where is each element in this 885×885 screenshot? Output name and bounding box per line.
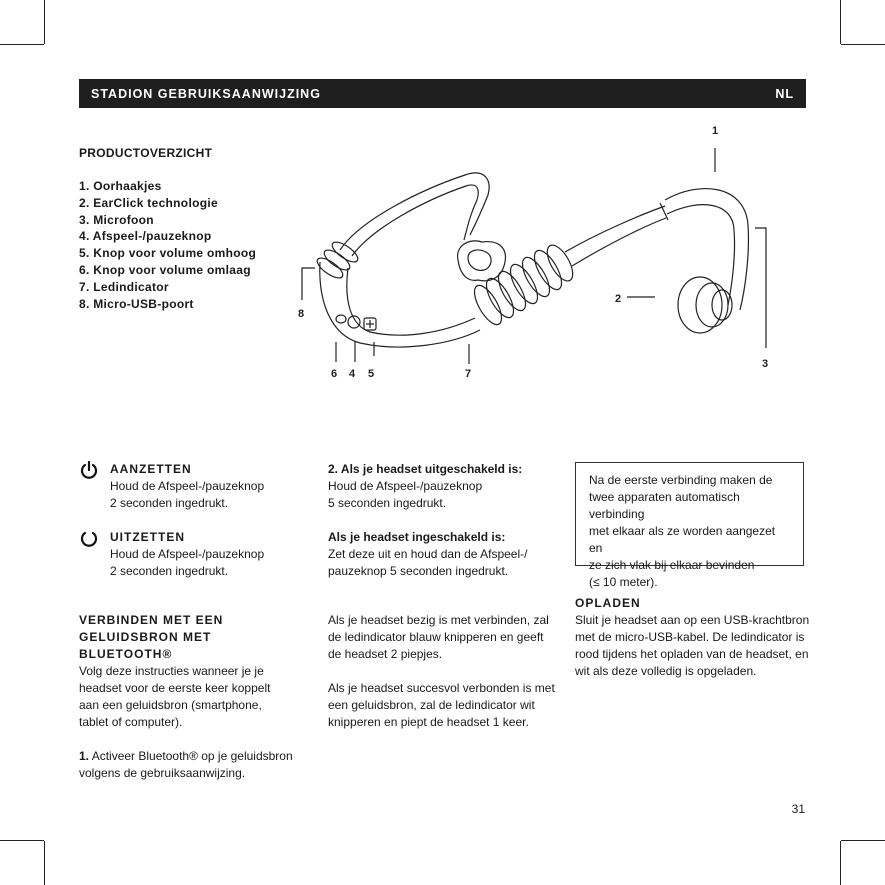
power-on-section: [110, 461, 264, 512]
callout-8: 8: [298, 308, 305, 320]
list-item: 2. EarClick technologie: [79, 195, 218, 210]
callout-2: 2: [615, 293, 622, 305]
connect-heading-line3: BLUETOOTH®: [79, 647, 173, 661]
right-earbud: [678, 277, 732, 333]
left-earbud: [458, 241, 506, 281]
list-item: 8. Micro-USB-poort: [79, 296, 194, 311]
step1-text: Activeer Bluetooth® op je geluidsbron: [89, 749, 293, 763]
status-a-line3: de headset 2 piepjes.: [328, 647, 443, 661]
power-off-line1: Houd de Afspeel-/pauzeknop: [110, 547, 265, 561]
charging-line4: wit als deze volledig is opgeladen.: [575, 664, 757, 678]
left-ear-hook: [340, 173, 489, 250]
charging-line3: rood tijdens het opladen van de headset, en: [575, 647, 809, 661]
connect-text-line3: aan een geluidsbron (smartphone,: [79, 698, 262, 712]
right-coil: [469, 241, 578, 328]
overview-list: [79, 178, 256, 312]
power-on-icon: [79, 460, 99, 480]
headset-diagram: [290, 115, 790, 385]
step2-off-line2: 5 seconden ingedrukt.: [328, 496, 447, 510]
connect-text-line4: tablet of computer).: [79, 715, 183, 729]
callout-6: 6: [331, 368, 338, 380]
power-off-line2: 2 seconden ingedrukt.: [110, 564, 229, 578]
crop-mark: [0, 44, 44, 45]
step1-line1: [79, 748, 314, 765]
status-b-line3: knipperen en piept de headset 1 keer.: [328, 715, 529, 729]
language-code: NL: [775, 87, 794, 101]
header-bar: [79, 79, 806, 108]
step2-off-line1: Houd de Afspeel-/pauzeknop: [328, 479, 483, 493]
step2-heading-off: 2. Als je headset uitgeschakeld is:: [328, 462, 523, 476]
crop-mark: [840, 841, 841, 885]
charging-section: [575, 595, 815, 680]
power-on-line1: Houd de Afspeel-/pauzeknop: [110, 479, 265, 493]
note-line5: (≤ 10 meter).: [589, 575, 658, 589]
note-box: [575, 462, 804, 589]
crop-mark: [841, 840, 885, 841]
list-item: 1. Oorhaakjes: [79, 179, 162, 193]
step2-heading-on: Als je headset ingeschakeld is:: [328, 530, 506, 544]
power-off-heading: UITZETTEN: [110, 530, 185, 544]
crop-mark: [841, 44, 885, 45]
power-on-heading: AANZETTEN: [110, 462, 192, 476]
status-b-line2: een geluidsbron, zal de ledindicator wit: [328, 698, 535, 712]
crop-mark: [44, 0, 45, 44]
note-line4: ze zich vlak bij elkaar bevinden: [589, 558, 755, 572]
left-coil: [314, 238, 360, 281]
connect-section: [79, 612, 314, 782]
callout-5: 5: [368, 368, 375, 380]
power-off-icon: [79, 528, 99, 548]
crop-mark: [840, 0, 841, 44]
list-item: 7. Ledindicator: [79, 279, 169, 294]
power-on-line2: 2 seconden ingedrukt.: [110, 496, 229, 510]
connect-text-line1: Volg deze instructies wanneer je je: [79, 664, 264, 678]
list-item: 6. Knop voor volume omlaag: [79, 262, 251, 277]
callout-7: 7: [465, 368, 472, 380]
note-line2: twee apparaten automatisch verbinding: [589, 490, 740, 521]
list-item: 5. Knop voor volume omhoog: [79, 246, 257, 261]
charging-line2: met de micro-USB-kabel. De ledindicator is: [575, 630, 805, 644]
charging-heading: OPLADEN: [575, 596, 641, 610]
charging-line1: Sluit je headset aan op een USB-krachtbron: [575, 613, 810, 627]
overview-title: PRODUCTOVERZICHT: [79, 146, 213, 160]
list-item: 3. Microfoon: [79, 212, 154, 227]
status-b-line1: Als je headset succesvol verbonden is met: [328, 681, 555, 695]
note-line3: met elkaar als ze worden aangezet en: [589, 524, 776, 555]
step2-section: [328, 461, 568, 580]
callout-3: 3: [762, 358, 769, 370]
note-line1: Na de eerste verbinding maken de: [589, 473, 773, 487]
step1-line2: volgens de gebruiksaanwijzing.: [79, 766, 246, 780]
status-section: [328, 612, 568, 731]
list-item: 4. Afspeel-/pauzeknop: [79, 229, 212, 244]
step2-on-line2: pauzeknop 5 seconden ingedrukt.: [328, 564, 509, 578]
step1-number: 1.: [79, 749, 90, 763]
connect-text-line2: headset voor de eerste keer koppelt: [79, 681, 271, 695]
neck-band: [320, 262, 480, 347]
header-title: STADION GEBRUIKSAANWIJZING: [91, 87, 321, 101]
callout-1: 1: [712, 125, 719, 137]
page-number: 31: [791, 802, 805, 816]
callout-4: 4: [349, 368, 356, 380]
crop-mark: [0, 840, 44, 841]
power-off-section: [110, 529, 264, 580]
crop-mark: [44, 841, 45, 885]
connect-heading-line2: GELUIDSBRON MET: [79, 630, 212, 644]
status-a-line2: de ledindicator blauw knipperen en geeft: [328, 630, 544, 644]
status-a-line1: Als je headset bezig is met verbinden, zal: [328, 613, 549, 627]
step2-on-line1: Zet deze uit en houd dan de Afspeel-/: [328, 547, 528, 561]
right-ear-hook: [665, 189, 748, 310]
connect-heading-line1: VERBINDEN MET EEN: [79, 613, 224, 627]
